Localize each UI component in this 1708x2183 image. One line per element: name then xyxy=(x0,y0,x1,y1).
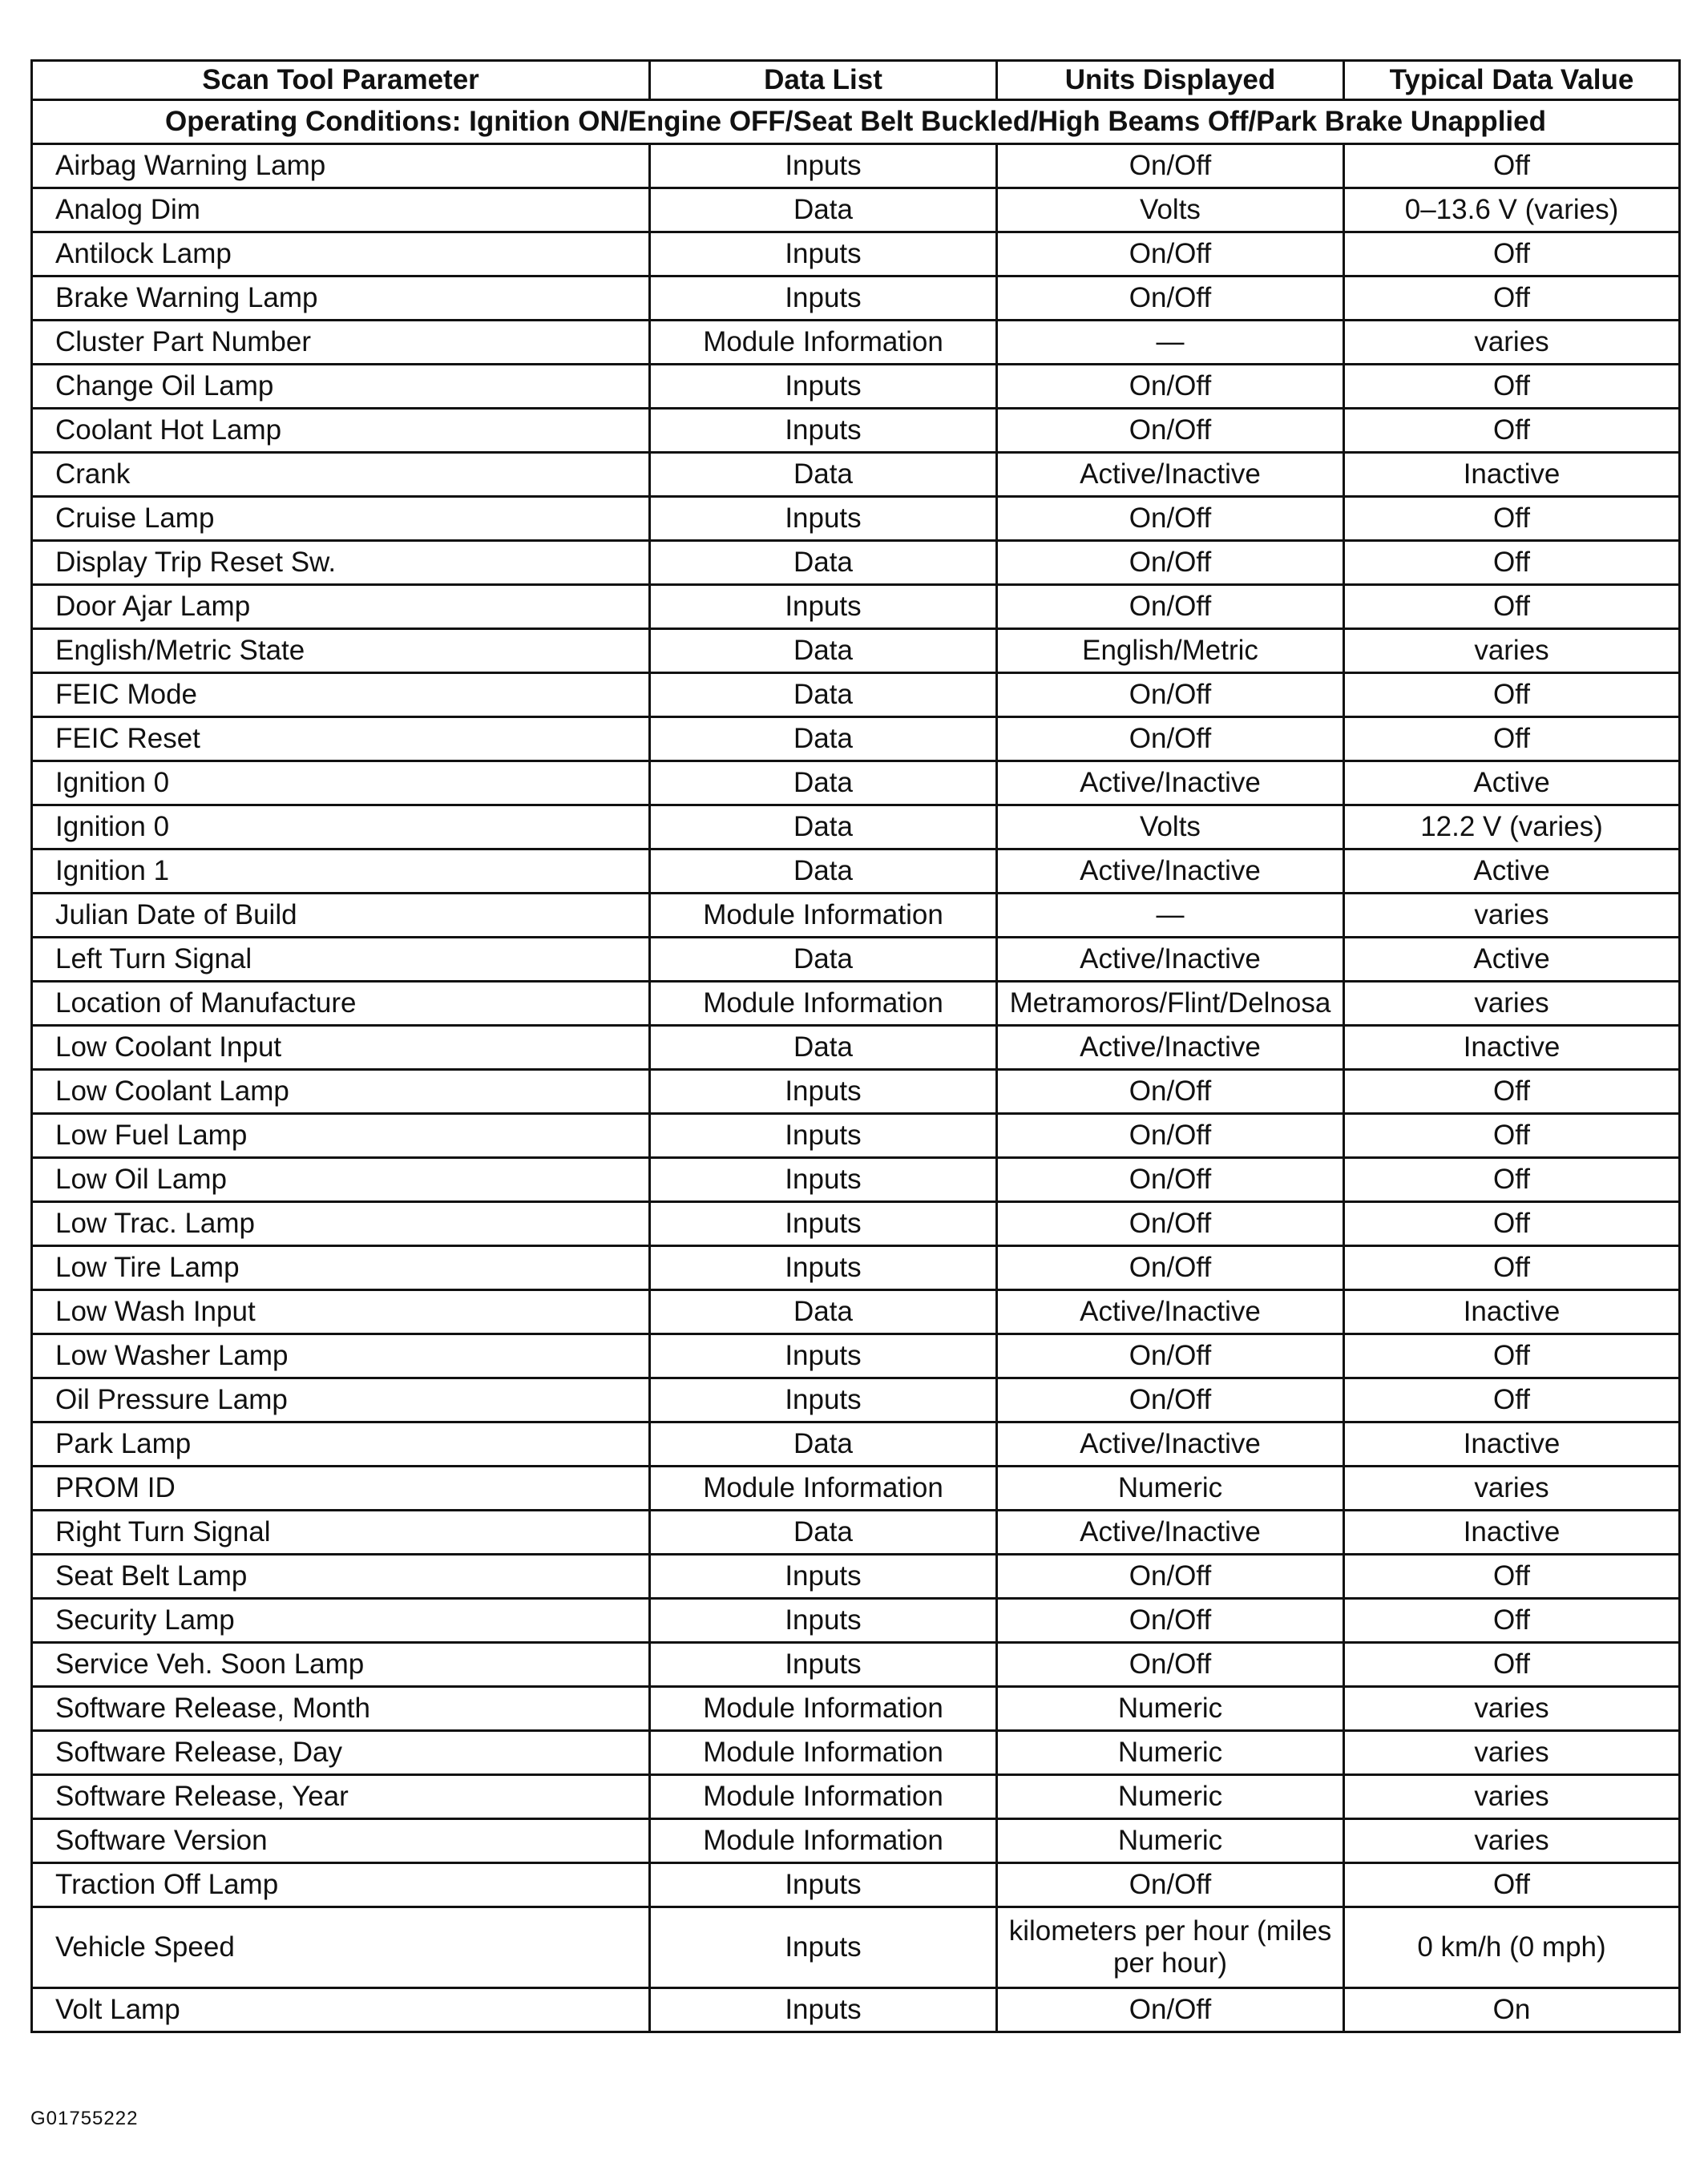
parameter-cell: Vehicle Speed xyxy=(32,1907,650,1988)
typical-value-cell: Inactive xyxy=(1344,453,1680,497)
typical-value-cell: varies xyxy=(1344,1731,1680,1775)
units-cell: On/Off xyxy=(997,673,1344,717)
table-row xyxy=(32,541,1680,585)
parameter-cell: Analog Dim xyxy=(32,188,650,232)
units-cell: Active/Inactive xyxy=(997,849,1344,894)
table-row xyxy=(32,1070,1680,1114)
typical-value-cell: Off xyxy=(1344,497,1680,541)
table-row xyxy=(32,629,1680,673)
typical-value-cell: Off xyxy=(1344,276,1680,321)
typical-value-cell: varies xyxy=(1344,629,1680,673)
units-cell: — xyxy=(997,321,1344,365)
typical-value-cell: Inactive xyxy=(1344,1422,1680,1467)
parameter-cell: Left Turn Signal xyxy=(32,938,650,982)
typical-value-cell: Off xyxy=(1344,1070,1680,1114)
table-row xyxy=(32,1246,1680,1290)
table-row xyxy=(32,1334,1680,1378)
data-list-cell: Data xyxy=(650,673,997,717)
table-row xyxy=(32,1687,1680,1731)
units-cell: On/Off xyxy=(997,276,1344,321)
data-list-cell: Inputs xyxy=(650,276,997,321)
data-list-cell: Data xyxy=(650,1422,997,1467)
typical-value-cell: Off xyxy=(1344,1643,1680,1687)
typical-value-cell: varies xyxy=(1344,1467,1680,1511)
parameter-cell: FEIC Mode xyxy=(32,673,650,717)
table-row xyxy=(32,1511,1680,1555)
typical-value-cell: Inactive xyxy=(1344,1026,1680,1070)
parameter-cell: Coolant Hot Lamp xyxy=(32,409,650,453)
units-cell: On/Off xyxy=(997,1555,1344,1599)
table-row xyxy=(32,365,1680,409)
typical-value-cell: Inactive xyxy=(1344,1511,1680,1555)
typical-value-cell: Off xyxy=(1344,673,1680,717)
data-list-cell: Inputs xyxy=(650,1202,997,1246)
units-cell: On/Off xyxy=(997,365,1344,409)
table-row xyxy=(32,1422,1680,1467)
parameter-cell: Low Coolant Lamp xyxy=(32,1070,650,1114)
table-row xyxy=(32,894,1680,938)
parameter-cell: Ignition 0 xyxy=(32,761,650,805)
parameter-cell: Ignition 1 xyxy=(32,849,650,894)
typical-value-cell: Off xyxy=(1344,144,1680,188)
units-cell: Active/Inactive xyxy=(997,453,1344,497)
parameter-cell: Low Washer Lamp xyxy=(32,1334,650,1378)
table-row xyxy=(32,1731,1680,1775)
figure-id: G01755222 xyxy=(30,2108,139,2129)
parameter-cell: English/Metric State xyxy=(32,629,650,673)
data-list-cell: Data xyxy=(650,938,997,982)
data-list-cell: Inputs xyxy=(650,1643,997,1687)
table-row xyxy=(32,497,1680,541)
units-cell: Active/Inactive xyxy=(997,761,1344,805)
typical-value-cell: Off xyxy=(1344,1334,1680,1378)
table-row xyxy=(32,321,1680,365)
operating-conditions-row xyxy=(32,100,1680,144)
units-cell: Numeric xyxy=(997,1731,1344,1775)
data-list-cell: Data xyxy=(650,629,997,673)
data-list-cell: Module Information xyxy=(650,982,997,1026)
parameter-cell: Software Release, Day xyxy=(32,1731,650,1775)
units-cell: On/Off xyxy=(997,541,1344,585)
data-list-cell: Module Information xyxy=(650,894,997,938)
parameter-cell: Location of Manufacture xyxy=(32,982,650,1026)
typical-value-cell: Off xyxy=(1344,1378,1680,1422)
parameter-cell: Cluster Part Number xyxy=(32,321,650,365)
units-cell: On/Off xyxy=(997,1334,1344,1378)
parameter-cell: Low Coolant Input xyxy=(32,1026,650,1070)
header-data-list: Data List xyxy=(650,61,997,100)
typical-value-cell: Inactive xyxy=(1344,1290,1680,1334)
table-row xyxy=(32,982,1680,1026)
units-cell: Metramoros/Flint/Delnosa xyxy=(997,982,1344,1026)
table-row xyxy=(32,1290,1680,1334)
data-list-cell: Data xyxy=(650,188,997,232)
units-cell: On/Off xyxy=(997,1246,1344,1290)
units-cell: On/Off xyxy=(997,1070,1344,1114)
data-list-cell: Module Information xyxy=(650,1687,997,1731)
data-list-cell: Inputs xyxy=(650,1158,997,1202)
table-row xyxy=(32,849,1680,894)
units-cell: Numeric xyxy=(997,1819,1344,1863)
table-row xyxy=(32,453,1680,497)
data-list-cell: Inputs xyxy=(650,232,997,276)
units-cell: Numeric xyxy=(997,1467,1344,1511)
parameter-cell: Low Trac. Lamp xyxy=(32,1202,650,1246)
units-cell: — xyxy=(997,894,1344,938)
units-cell: English/Metric xyxy=(997,629,1344,673)
data-list-cell: Module Information xyxy=(650,1731,997,1775)
data-list-cell: Inputs xyxy=(650,1378,997,1422)
data-list-cell: Data xyxy=(650,805,997,849)
typical-value-cell: Off xyxy=(1344,1555,1680,1599)
data-list-cell: Inputs xyxy=(650,497,997,541)
typical-value-cell: Off xyxy=(1344,1202,1680,1246)
parameter-cell: Service Veh. Soon Lamp xyxy=(32,1643,650,1687)
data-list-cell: Inputs xyxy=(650,1246,997,1290)
typical-value-cell: varies xyxy=(1344,321,1680,365)
units-cell: Active/Inactive xyxy=(997,1511,1344,1555)
data-list-cell: Inputs xyxy=(650,1599,997,1643)
data-list-cell: Module Information xyxy=(650,1775,997,1819)
typical-value-cell: Off xyxy=(1344,1599,1680,1643)
data-list-cell: Inputs xyxy=(650,1070,997,1114)
data-list-cell: Inputs xyxy=(650,409,997,453)
typical-value-cell: Off xyxy=(1344,1246,1680,1290)
parameter-cell: Software Release, Month xyxy=(32,1687,650,1731)
typical-value-cell: Off xyxy=(1344,585,1680,629)
data-table-container xyxy=(30,59,1678,2033)
operating-conditions: Operating Conditions: Ignition ON/Engine OFF/Seat Belt Buckled/High Beams Off/Park Brake Unapplied xyxy=(32,100,1680,144)
data-list-cell: Inputs xyxy=(650,1555,997,1599)
typical-value-cell: varies xyxy=(1344,1687,1680,1731)
typical-value-cell: Active xyxy=(1344,849,1680,894)
data-list-cell: Data xyxy=(650,1290,997,1334)
units-cell: On/Off xyxy=(997,1599,1344,1643)
typical-value-cell: Off xyxy=(1344,409,1680,453)
parameter-cell: FEIC Reset xyxy=(32,717,650,761)
units-cell: On/Off xyxy=(997,1643,1344,1687)
units-cell: On/Off xyxy=(997,1863,1344,1907)
table-row xyxy=(32,673,1680,717)
data-list-cell: Data xyxy=(650,1511,997,1555)
data-list-cell: Inputs xyxy=(650,144,997,188)
scan-tool-data-table xyxy=(30,59,1681,2033)
table-row xyxy=(32,1599,1680,1643)
parameter-cell: Low Fuel Lamp xyxy=(32,1114,650,1158)
data-list-cell: Inputs xyxy=(650,1988,997,2032)
table-row xyxy=(32,144,1680,188)
table-row xyxy=(32,232,1680,276)
typical-value-cell: 12.2 V (varies) xyxy=(1344,805,1680,849)
data-list-cell: Inputs xyxy=(650,1907,997,1988)
parameter-cell: Cruise Lamp xyxy=(32,497,650,541)
header-typical-data-value: Typical Data Value xyxy=(1344,61,1680,100)
typical-value-cell: Off xyxy=(1344,1114,1680,1158)
data-list-cell: Inputs xyxy=(650,365,997,409)
table-row xyxy=(32,188,1680,232)
typical-value-cell: Off xyxy=(1344,365,1680,409)
table-row xyxy=(32,1158,1680,1202)
data-list-cell: Inputs xyxy=(650,1863,997,1907)
table-row xyxy=(32,1907,1680,1988)
parameter-cell: Ignition 0 xyxy=(32,805,650,849)
parameter-cell: Display Trip Reset Sw. xyxy=(32,541,650,585)
units-cell: Volts xyxy=(997,188,1344,232)
table-row xyxy=(32,1114,1680,1158)
table-row xyxy=(32,1555,1680,1599)
units-cell: On/Off xyxy=(997,497,1344,541)
typical-value-cell: Off xyxy=(1344,1158,1680,1202)
typical-value-cell: Active xyxy=(1344,938,1680,982)
units-cell: Volts xyxy=(997,805,1344,849)
typical-value-cell: varies xyxy=(1344,1819,1680,1863)
header-units-displayed: Units Displayed xyxy=(997,61,1344,100)
data-list-cell: Module Information xyxy=(650,321,997,365)
units-cell: On/Off xyxy=(997,585,1344,629)
typical-value-cell: 0 km/h (0 mph) xyxy=(1344,1907,1680,1988)
parameter-cell: Park Lamp xyxy=(32,1422,650,1467)
typical-value-cell: varies xyxy=(1344,982,1680,1026)
data-list-cell: Module Information xyxy=(650,1467,997,1511)
table-row xyxy=(32,1202,1680,1246)
parameter-cell: Volt Lamp xyxy=(32,1988,650,2032)
table-row xyxy=(32,1378,1680,1422)
table-row xyxy=(32,1863,1680,1907)
table-row xyxy=(32,1775,1680,1819)
table-row xyxy=(32,805,1680,849)
parameter-cell: Software Version xyxy=(32,1819,650,1863)
typical-value-cell: varies xyxy=(1344,1775,1680,1819)
units-cell: Active/Inactive xyxy=(997,1290,1344,1334)
units-cell: On/Off xyxy=(997,1158,1344,1202)
header-row xyxy=(32,61,1680,100)
parameter-cell: Right Turn Signal xyxy=(32,1511,650,1555)
parameter-cell: Low Tire Lamp xyxy=(32,1246,650,1290)
table-row xyxy=(32,1026,1680,1070)
parameter-cell: Brake Warning Lamp xyxy=(32,276,650,321)
typical-value-cell: Off xyxy=(1344,1863,1680,1907)
table-row xyxy=(32,585,1680,629)
table-row xyxy=(32,1643,1680,1687)
parameter-cell: Low Wash Input xyxy=(32,1290,650,1334)
typical-value-cell: Off xyxy=(1344,232,1680,276)
typical-value-cell: Off xyxy=(1344,717,1680,761)
parameter-cell: Security Lamp xyxy=(32,1599,650,1643)
typical-value-cell: On xyxy=(1344,1988,1680,2032)
units-cell: On/Off xyxy=(997,1114,1344,1158)
table-row xyxy=(32,1467,1680,1511)
table-row xyxy=(32,409,1680,453)
units-cell: Active/Inactive xyxy=(997,1422,1344,1467)
units-cell: On/Off xyxy=(997,409,1344,453)
units-cell: On/Off xyxy=(997,232,1344,276)
data-list-cell: Data xyxy=(650,849,997,894)
parameter-cell: Low Oil Lamp xyxy=(32,1158,650,1202)
parameter-cell: PROM ID xyxy=(32,1467,650,1511)
parameter-cell: Oil Pressure Lamp xyxy=(32,1378,650,1422)
header-scan-tool-parameter: Scan Tool Parameter xyxy=(32,61,650,100)
units-cell: Active/Inactive xyxy=(997,938,1344,982)
typical-value-cell: Active xyxy=(1344,761,1680,805)
parameter-cell: Change Oil Lamp xyxy=(32,365,650,409)
table-row xyxy=(32,1988,1680,2032)
parameter-cell: Crank xyxy=(32,453,650,497)
parameter-cell: Antilock Lamp xyxy=(32,232,650,276)
data-list-cell: Data xyxy=(650,1026,997,1070)
table-row xyxy=(32,1819,1680,1863)
data-list-cell: Inputs xyxy=(650,1114,997,1158)
units-cell: On/Off xyxy=(997,1378,1344,1422)
data-list-cell: Data xyxy=(650,453,997,497)
parameter-cell: Traction Off Lamp xyxy=(32,1863,650,1907)
units-cell: Numeric xyxy=(997,1775,1344,1819)
data-list-cell: Module Information xyxy=(650,1819,997,1863)
units-cell: Numeric xyxy=(997,1687,1344,1731)
data-list-cell: Inputs xyxy=(650,585,997,629)
parameter-cell: Software Release, Year xyxy=(32,1775,650,1819)
typical-value-cell: Off xyxy=(1344,541,1680,585)
typical-value-cell: 0–13.6 V (varies) xyxy=(1344,188,1680,232)
data-list-cell: Data xyxy=(650,541,997,585)
parameter-cell: Airbag Warning Lamp xyxy=(32,144,650,188)
units-cell: On/Off xyxy=(997,144,1344,188)
typical-value-cell: varies xyxy=(1344,894,1680,938)
table-row xyxy=(32,938,1680,982)
parameter-cell: Seat Belt Lamp xyxy=(32,1555,650,1599)
units-cell: kilometers per hour (miles per hour) xyxy=(997,1907,1344,1988)
parameter-cell: Julian Date of Build xyxy=(32,894,650,938)
data-list-cell: Inputs xyxy=(650,1334,997,1378)
units-cell: On/Off xyxy=(997,717,1344,761)
data-list-cell: Data xyxy=(650,717,997,761)
table-row xyxy=(32,276,1680,321)
units-cell: On/Off xyxy=(997,1202,1344,1246)
units-cell: On/Off xyxy=(997,1988,1344,2032)
table-row xyxy=(32,717,1680,761)
units-cell: Active/Inactive xyxy=(997,1026,1344,1070)
table-row xyxy=(32,761,1680,805)
parameter-cell: Door Ajar Lamp xyxy=(32,585,650,629)
data-list-cell: Data xyxy=(650,761,997,805)
